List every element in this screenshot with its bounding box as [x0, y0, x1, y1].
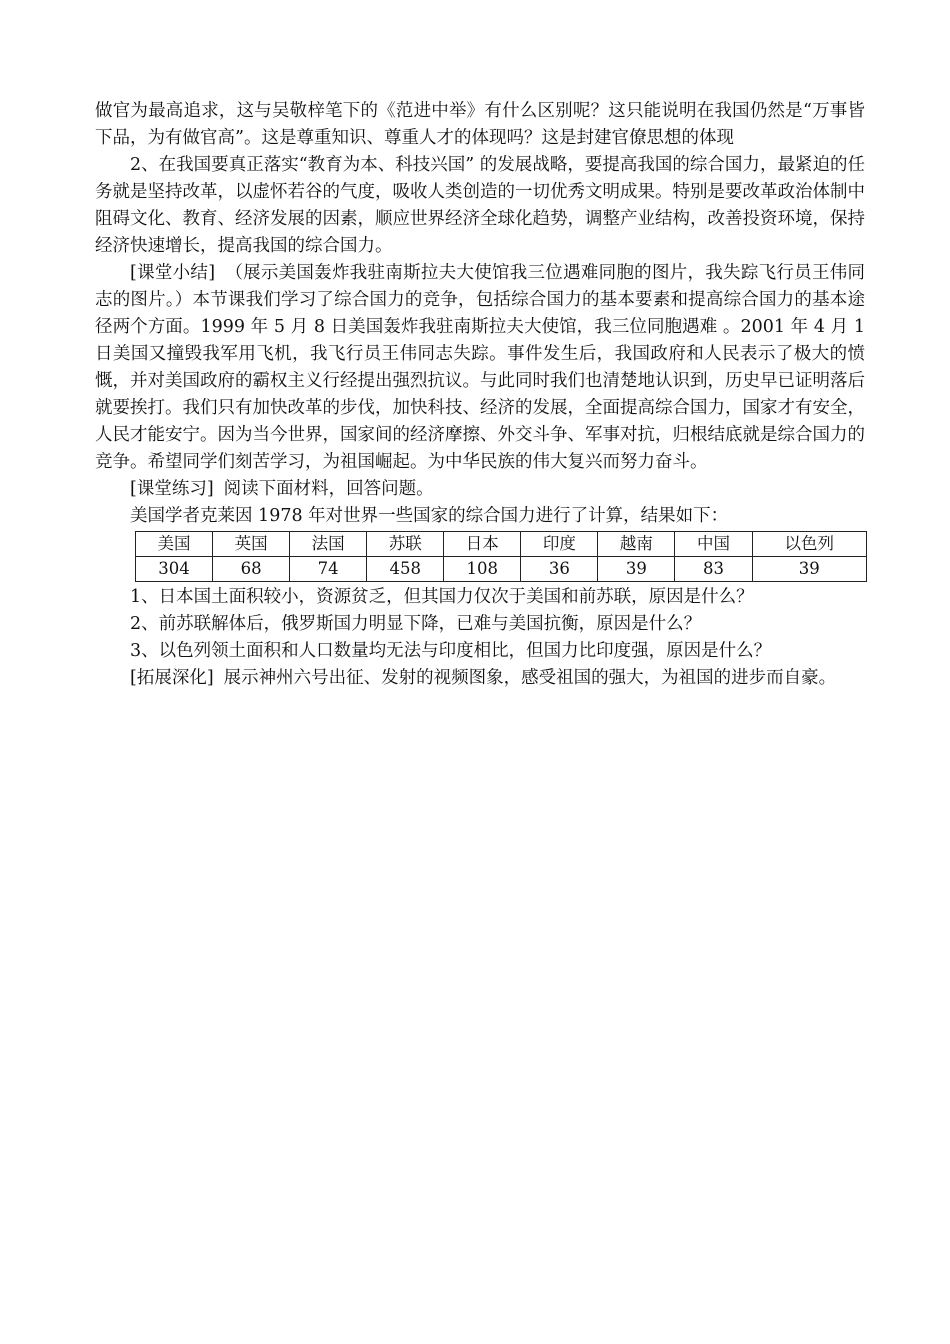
class-summary-paragraph: [95, 260, 865, 476]
value-cell: 36: [521, 557, 598, 582]
value-cell: 108: [444, 557, 521, 582]
class-summary-label: [课堂小结]: [130, 263, 216, 283]
country-cell: 日本: [444, 532, 521, 557]
value-cell: 39: [598, 557, 675, 582]
country-cell: 苏联: [367, 532, 444, 557]
question-2: 2、前苏联解体后，俄罗斯国力明显下降，已难与美国抗衡，原因是什么？: [130, 614, 702, 634]
question-1: 1、日本国土面积较小，资源贫乏，但其国力仅次于美国和前苏联，原因是什么？: [130, 587, 754, 607]
country-cell: 英国: [213, 532, 290, 557]
paragraph-2: 2、在我国要真正落实“教育为本、科技兴国” 的发展战略，要提高我国的综合国力，最紧迫的任务就是坚持改革，以虚怀若谷的气度，吸收人类创造的一切优秀文明成果。特别是要改革政治体制中阻碍文化、教育、经济发展的因素，顺应世界经济全球化趋势，调整产业结构，改善投资环境，保持经济快速增长，提高我国的综合国力。: [95, 155, 865, 256]
country-cell: 法国: [290, 532, 367, 557]
value-cell: 39: [752, 557, 867, 582]
extension-text: 展示神州六号出征、发射的视频图象，感受祖国的强大，为祖国的进步而自豪。: [223, 668, 837, 688]
country-cell: 美国: [136, 532, 213, 557]
country-cell: 越南: [598, 532, 675, 557]
class-exercise-text: 阅读下面材料，回答问题。: [223, 479, 434, 499]
extension-label: [拓展深化]: [130, 668, 214, 688]
class-exercise-label: [课堂练习]: [130, 479, 214, 499]
value-cell: 304: [136, 557, 213, 582]
country-cell: 以色列: [752, 532, 867, 557]
country-cell: 中国: [675, 532, 752, 557]
national-power-table: [135, 531, 867, 582]
value-cell: 74: [290, 557, 367, 582]
document-page: [95, 98, 865, 692]
value-cell: 458: [367, 557, 444, 582]
country-row: [136, 532, 867, 557]
extension-paragraph: [95, 665, 865, 692]
value-cell: 68: [213, 557, 290, 582]
value-row: [136, 557, 867, 582]
country-cell: 印度: [521, 532, 598, 557]
class-summary-text: （展示美国轰炸我驻南斯拉夫大使馆我三位遇难同胞的图片，我失踪飞行员王伟同志的图片。）本节课我们学习了综合国力的竞争，包括综合国力的基本要素和提高综合国力的基本途径两个方面。1999 年 5 月 8 日美国轰炸我驻南斯拉夫大使馆，我三位同胞遇难 。2001 年 4 月 1 日美国又撞毁我军用飞机，我飞行员王伟同志失踪。事件发生后，我国政府和人民表示了极大的愤慨，并对美国政府的霸权主义行经提出强烈抗议。与此同时我们也清楚地认识到，历史早已证明落后就要挨打。我们只有加快改革的步伐，加快科技、经济的发展，全面提高综合国力，国家才有安全，人民才能安宁。因为当今世界，国家间的经济摩擦、外交斗争、军事对抗，归根结底就是综合国力的竞争。希望同学们刻苦学习，为祖国崛起。为中华民族的伟大复兴而努力奋斗。: [95, 263, 866, 472]
paragraph-1: 做官为最高追求，这与吴敬梓笔下的《范进中举》有什么区别呢？这只能说明在我国仍然是“万事皆下品，为有做官高”。这是尊重知识、尊重人才的体现吗？这是封建官僚思想的体现: [95, 101, 865, 148]
class-exercise-paragraph: [95, 476, 865, 503]
value-cell: 83: [675, 557, 752, 582]
table-intro: 美国学者克莱因 1978 年对世界一些国家的综合国力进行了计算，结果如下：: [130, 506, 729, 526]
question-3: 3、以色列领土面积和人口数量均无法与印度相比，但国力比印度强，原因是什么？: [130, 641, 772, 661]
